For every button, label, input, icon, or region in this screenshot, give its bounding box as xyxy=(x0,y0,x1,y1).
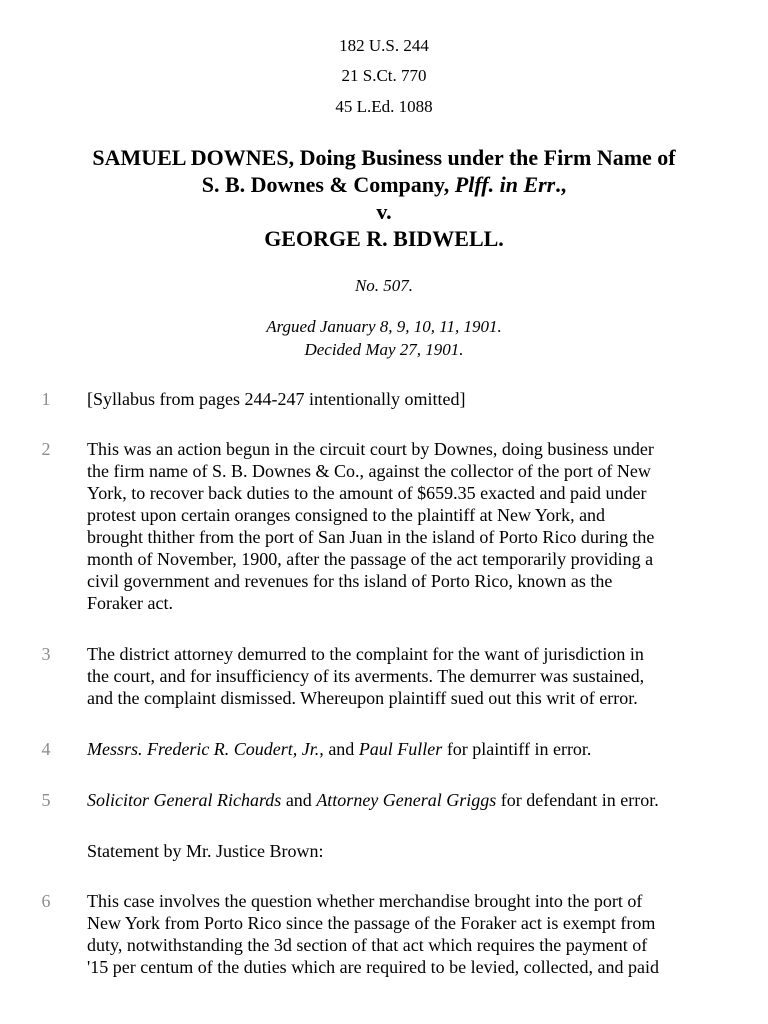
paragraph-number: 5 xyxy=(41,790,51,810)
citation-sct: 21 S.Ct. 770 xyxy=(341,66,427,85)
counsel-name: Paul Fuller xyxy=(358,739,443,759)
text-line: month of November, 1900, after the passage of the act temporarily providing a xyxy=(87,549,654,569)
paragraph-number: 2 xyxy=(41,439,51,459)
paragraph-demurrer xyxy=(87,643,727,709)
paragraph-number: 6 xyxy=(41,891,51,911)
text-line: civil government and revenues for ths island of Porto Rico, known as the xyxy=(87,571,613,591)
title-punct: ., xyxy=(555,172,567,197)
decided-date: Decided May 27, 1901. xyxy=(304,340,464,359)
counsel-role: for plaintiff in error. xyxy=(442,739,592,759)
paragraph-question xyxy=(87,890,727,978)
counsel-name: Attorney General Griggs xyxy=(316,790,497,810)
text-line: brought thither from the port of San Juan in the island of Porto Rico during the xyxy=(87,527,655,547)
title-line-1: SAMUEL DOWNES, Doing Business under the Firm Name of xyxy=(92,145,676,170)
text-line: the court, and for insufficiency of its averments. The demurrer was sustained, xyxy=(87,666,645,686)
title-versus: v. xyxy=(376,199,392,224)
title-line-2 xyxy=(0,171,768,198)
docket-number: No. 507. xyxy=(354,276,414,295)
case-title xyxy=(0,144,768,252)
text-line: protest upon certain oranges consigned to the plaintiff at New York, and xyxy=(87,505,606,525)
text-line: The district attorney demurred to the complaint for the want of jurisdiction in xyxy=(87,644,644,664)
statement-heading: Statement by Mr. Justice Brown: xyxy=(87,841,324,861)
paragraph-plaintiff-counsel xyxy=(87,738,727,760)
argued-date: Argued January 8, 9, 10, 11, 1901. xyxy=(266,317,502,336)
text-line: Foraker act. xyxy=(87,593,173,613)
text-line: and the complaint dismissed. Whereupon plaintiff sued out this writ of error. xyxy=(87,688,638,708)
paragraph-number: 4 xyxy=(41,739,51,759)
title-role: Plff. in Err xyxy=(454,172,556,197)
counsel-name: Messrs. Frederic R. Coudert, Jr., xyxy=(87,739,324,759)
title-firm: S. B. Downes & Company, xyxy=(201,172,455,197)
counsel-role: for defendant in error. xyxy=(496,790,659,810)
text-line: the firm name of S. B. Downes & Co., against the collector of the port of New xyxy=(87,461,651,481)
text-line: '15 per centum of the duties which are required to be levied, collected, and paid xyxy=(87,957,660,977)
counsel-name: Solicitor General Richards xyxy=(87,790,282,810)
paragraph-number: 1 xyxy=(41,389,51,409)
text-line: New York from Porto Rico since the passage of the Foraker act is exempt from xyxy=(87,913,656,933)
paragraph-defendant-counsel xyxy=(87,789,727,811)
conjunction: and xyxy=(323,739,359,759)
citation-led: 45 L.Ed. 1088 xyxy=(335,97,433,116)
paragraph-syllabus: [Syllabus from pages 244-247 intentionally omitted] xyxy=(87,389,466,409)
paragraph-number: 3 xyxy=(41,644,51,664)
text-line: duty, notwithstanding the 3d section of that act which requires the payment of xyxy=(87,935,648,955)
text-line: York, to recover back duties to the amount of $659.35 exacted and paid under xyxy=(87,483,647,503)
text-line: This was an action begun in the circuit court by Downes, doing business under xyxy=(87,439,654,459)
paragraph-action xyxy=(87,438,727,614)
title-line-4: GEORGE R. BIDWELL. xyxy=(264,226,504,251)
citation-us: 182 U.S. 244 xyxy=(339,36,429,55)
conjunction: and xyxy=(281,790,317,810)
text-line: This case involves the question whether merchandise brought into the port of xyxy=(87,891,643,911)
